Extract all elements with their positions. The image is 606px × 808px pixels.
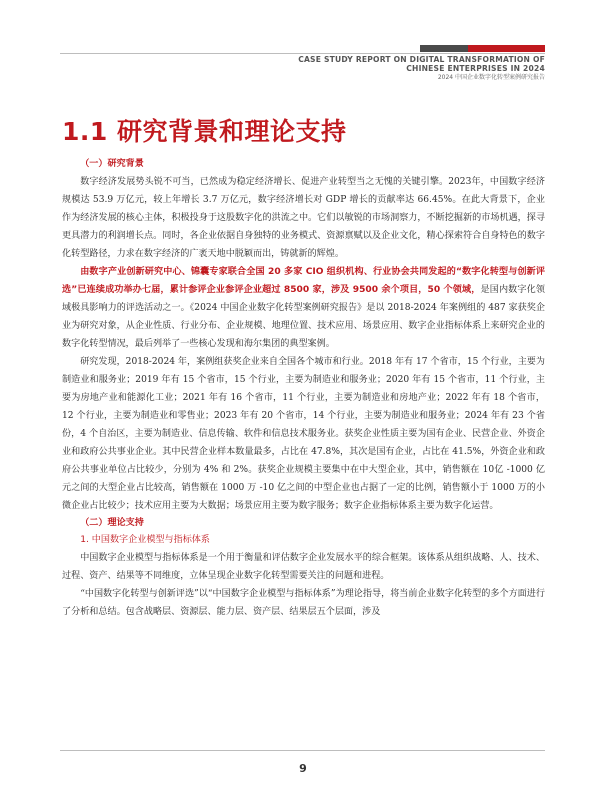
paragraph-1: 数字经济发展势头锐不可当，已然成为稳定经济增长、促进产业转型当之无愧的关键引擎。2023年，中国数字经济规模达 53.9 万亿元，较上年增长 3.7 万亿元，数字经济增长对 GDP 增长的贡献率达 66.45%。在此大背景下，企业作为经济发展的核心主体，积极投身于这股数字化的洪流之中。它们以敏锐的市场洞察力，不断挖掘新的市场机遇，探寻更具潜力的利润增长点。同时，各企业依据自身独特的业务模式、资源禀赋以及企业文化，精心探索符合自身特色的数字化转型路径，力求在数字经济的广袤天地中脱颖而出，铸就新的辉煌。 bbox=[62, 177, 545, 259]
body-content bbox=[62, 156, 545, 621]
header-bar-red bbox=[468, 45, 545, 52]
paragraph-2-highlight: 由数字产业创新研究中心、锦囊专家联合全国 20 多家 CIO 组织机构、行业协会共同发起的“数字化转型与创新评选”已连续成功举办七届，累计参评企业参评企业超过 8500 家，涉及 9500 余个项目，50 个领域， bbox=[62, 267, 545, 295]
subheading-theory: （二）理论支持 bbox=[80, 518, 144, 528]
paragraph-4: 中国数字企业模型与指标体系是一个用于衡量和评估数字企业发展水平的综合框架。该体系从组织战略、人、技术、过程、资产、结果等不同维度，立体呈现企业数字化转型需要关注的问题和进程。 bbox=[62, 553, 545, 581]
footer-rule bbox=[60, 750, 545, 751]
header-en-line2: CHINESE ENTERPRISES IN 2024 bbox=[406, 63, 545, 73]
subheading-background: （一）研究背景 bbox=[80, 159, 144, 169]
page-number: 9 bbox=[299, 762, 307, 775]
section-title: 1.1 研究背景和理论支持 bbox=[62, 117, 347, 146]
subheading-model: 1. 中国数字企业模型与指标体系 bbox=[80, 535, 210, 545]
header-bar-dark bbox=[420, 45, 468, 52]
header-rule bbox=[60, 53, 545, 54]
paragraph-2 bbox=[62, 263, 545, 353]
paragraph-5: “中国数字化转型与创新评选”以“中国数字企业模型与指标体系”为理论指导，将当前企业数字化转型的多个方面进行了分析和总结。包含战略层、资源层、能力层、资产层、结果层五个层面，涉及 bbox=[62, 589, 545, 617]
header-en-line1: CASE STUDY REPORT ON DIGITAL TRANSFORMATION OF bbox=[298, 55, 545, 64]
paragraph-2-rest: 是国内数字化领域极具影响力的评选活动之一。《2024 中国企业数字化转型案例研究报告》是以 2018-2024 年案例组的 487 家获奖企业为研究对象，从企业性质、行业分布、企业规模、地理位置、技术应用、场景应用、数字企业指标体系上来研究企业的数字化转型情况，最后列举了一些核心发现和海尔集团的典型案例。 bbox=[62, 285, 545, 349]
header-cn: 2024 中国企业数字化转型案例研究报告 bbox=[437, 74, 545, 82]
running-header bbox=[298, 56, 545, 82]
paragraph-3: 研究发现，2018-2024 年，案例组获奖企业来自全国各个城市和行业。2018 年有 17 个省市，15 个行业，主要为制造业和服务业；2019 年有 15 个省市，15 个行业，主要为制造业和服务业；2020 年有 15 个省市，11 个行业，主要为房地产业和能源化工业；2021 年有 16 个省市，11 个行业，主要为制造业和房地产业；2022 年有 18 个省市，12 个行业，主要为制造业和零售业；2023 年有 20 个省市，14 个行业，主要为制造业和服务业；2024 年有 23 个省份，4 个自治区，主要为制造业、信息传输、软件和信息技术服务业。获奖企业性质主要为国有企业、民营企业、外资企业和政府公共事业企业。其中民营企业样本数量最多，占比在 47.8%，其次是国有企业，占比在 41.5%，外资企业和政府公共事业单位占比较少，分别为 4% 和 2%。获奖企业规模主要集中在中大型企业，其中，销售额在 10亿 -1000 亿元之间的大型企业占比较高，销售额在 1000 万 -10 亿之间的中型企业也占据了一定的比例，销售额小于 1000 万的小微企业占比较少；技术应用主要为大数据；场景应用主要为数字服务；数字企业指标体系主要为数字化运营。 bbox=[62, 357, 545, 511]
